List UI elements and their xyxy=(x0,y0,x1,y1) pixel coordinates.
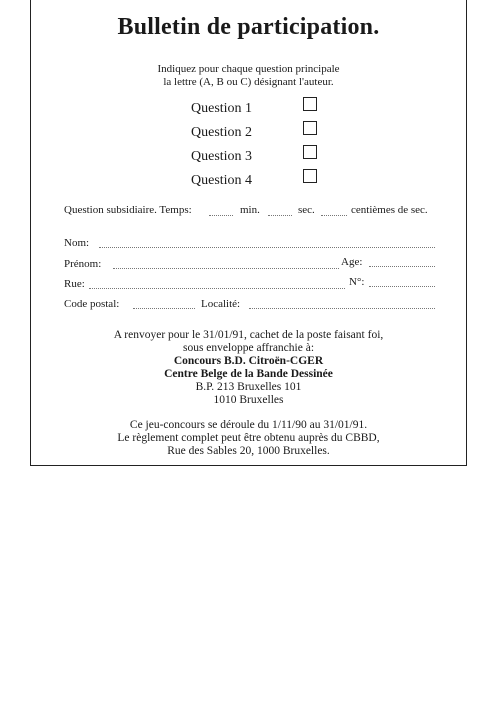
subsidiary-question-label: Question subsidiaire. Temps: xyxy=(64,204,192,216)
seconds-label: sec. xyxy=(298,204,315,216)
return-line-5: B.P. 213 Bruxelles 101 xyxy=(195,381,302,393)
rue-label: Rue: xyxy=(64,278,85,290)
question-3-label: Question 3 xyxy=(191,149,253,164)
return-line-3: Concours B.D. Citroën-CGER xyxy=(173,355,324,367)
code-postal-label: Code postal: xyxy=(64,298,120,310)
localite-field[interactable] xyxy=(249,308,435,309)
question-2-label: Question 2 xyxy=(191,125,253,140)
instruction-line-2: la lettre (A, B ou C) désignant l'auteur. xyxy=(163,76,334,88)
footer-line-1: Ce jeu-concours se déroule du 1/11/90 au 31/01/91. xyxy=(129,419,368,431)
prenom-field[interactable] xyxy=(113,268,339,269)
centiemes-label: centièmes de sec. xyxy=(351,204,428,216)
numero-label: N°: xyxy=(349,276,365,288)
participation-form xyxy=(30,0,467,466)
question-4-label: Question 4 xyxy=(191,173,253,188)
age-field[interactable] xyxy=(369,266,435,267)
rue-field[interactable] xyxy=(89,288,345,289)
return-line-4: Centre Belge de la Bande Dessinée xyxy=(164,368,333,380)
footer-line-3: Rue des Sables 20, 1000 Bruxelles. xyxy=(167,445,330,457)
footer-line-2: Le règlement complet peut être obtenu auprès du CBBD, xyxy=(117,432,380,444)
question-2-checkbox[interactable] xyxy=(303,121,317,135)
seconds-field[interactable] xyxy=(268,215,292,216)
question-1-checkbox[interactable] xyxy=(303,97,317,111)
nom-label: Nom: xyxy=(64,237,90,249)
return-line-1: A renvoyer pour le 31/01/91, cachet de la poste faisant foi, xyxy=(113,329,384,341)
prenom-label: Prénom: xyxy=(64,258,102,270)
nom-field[interactable] xyxy=(99,247,435,248)
question-1-label: Question 1 xyxy=(191,101,253,116)
age-label: Age: xyxy=(341,256,363,268)
return-line-2: sous enveloppe affranchie à: xyxy=(182,342,315,354)
question-3-checkbox[interactable] xyxy=(303,145,317,159)
centiemes-field[interactable] xyxy=(321,215,347,216)
instruction-line-1: Indiquez pour chaque question principale xyxy=(157,63,340,75)
localite-label: Localité: xyxy=(201,298,241,310)
form-title: Bulletin de participation. xyxy=(117,14,380,40)
numero-field[interactable] xyxy=(369,286,435,287)
question-4-checkbox[interactable] xyxy=(303,169,317,183)
minutes-label: min. xyxy=(240,204,260,216)
code-postal-field[interactable] xyxy=(133,308,195,309)
return-line-6: 1010 Bruxelles xyxy=(213,394,284,406)
minutes-field[interactable] xyxy=(209,215,233,216)
